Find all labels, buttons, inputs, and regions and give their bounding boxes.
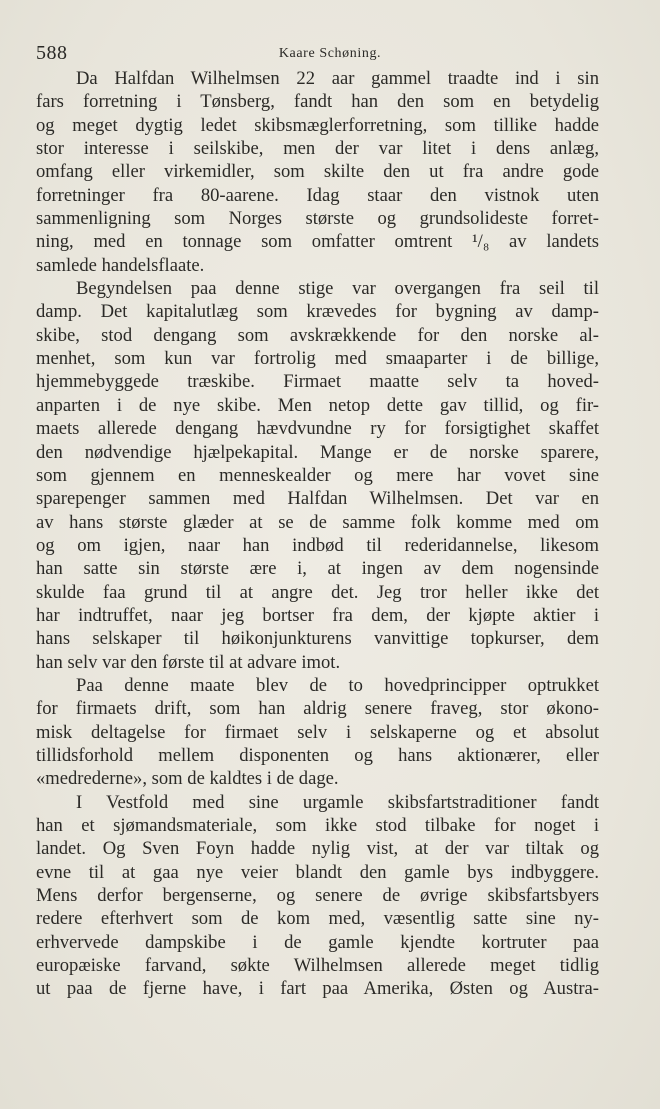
- paragraph: [36, 791, 599, 1001]
- text-line: erhvervede dampskibe i de gamle kjendte kortruter paa: [36, 931, 599, 953]
- text-line: ut paa de fjerne have, i fart paa Amerika, Østen og Austra-: [36, 978, 599, 1000]
- running-head: Kaare Schøning.: [278, 46, 382, 61]
- body-text: [36, 67, 599, 1001]
- text-line: skibe, stod dengang som avskrækkende for den norske al-: [36, 324, 599, 346]
- text-line: som gjennem en menneskealder og mere har vovet sine: [36, 464, 599, 486]
- text-line: hjemmebyggede træskibe. Firmaet maatte selv ta hoved-: [36, 371, 599, 393]
- text-line: menhet, som kun var fortrolig med smaaparter i de billige,: [36, 348, 599, 370]
- text-line: fars forretning i Tønsberg, fandt han den som en betydelig: [36, 91, 599, 113]
- text-line: og om igjen, naar han indbød til rederidannelse, likesom: [36, 534, 599, 556]
- text-line: sammenligning som Norges største og grundsolideste forret-: [36, 208, 599, 230]
- text-line: omfang eller virkemidler, som skilte den ut fra andre gode: [36, 161, 599, 183]
- text-line: han selv var den første til at advare imot.: [36, 651, 341, 673]
- text-line: landet. Og Sven Foyn hadde nylig vist, at der var tiltak og: [36, 838, 599, 860]
- text-line: redere efterhvert som de kom med, væsentlig satte sine ny-: [36, 908, 599, 930]
- text-line: Da Halfdan Wilhelmsen 22 aar gammel traadte ind i sin: [76, 68, 599, 89]
- paragraph: [36, 277, 599, 674]
- text-line: samlede handelsflaate.: [36, 254, 205, 276]
- text-line: europæiske farvand, søkte Wilhelmsen allerede meget tidlig: [36, 955, 599, 977]
- text-line: evne til at gaa nye veier blandt den gamle bys indbyggere.: [36, 861, 599, 883]
- text-line: og meget dygtig ledet skibsmæglerforretning, som tillike hadde: [36, 114, 599, 136]
- text-line: sparepenger sammen med Halfdan Wilhelmsen. Det var en: [36, 488, 599, 510]
- paragraph: [36, 67, 599, 277]
- text-line: damp. Det kapitalutlæg som krævedes for bygning av damp-: [36, 301, 599, 323]
- page-header: [36, 42, 624, 68]
- text-line: skulde faa grund til at angre det. Jeg tror heller ikke det: [36, 581, 599, 603]
- text-line: anparten i de nye skibe. Men netop dette gav tillid, og fir-: [36, 394, 599, 416]
- text-line: av hans største glæder at se de samme folk komme med om: [36, 511, 599, 533]
- text-line: stor interesse i seilskibe, men der var litet i dens anlæg,: [36, 138, 599, 160]
- paragraph: [36, 674, 599, 791]
- text-line: ning, med en tonnage som omfatter omtrent ¹/₈ av landets: [36, 231, 599, 253]
- text-line: han et sjømandsmateriale, som ikke stod tilbake for noget i: [36, 815, 599, 836]
- text-line: misk deltagelse for firmaet selv i selskaperne og et absolut: [36, 721, 599, 743]
- text-line: han satte sin største ære i, at ingen av dem nogensinde: [36, 558, 599, 580]
- text-line: hans selskaper til høikonjunkturens vanvittige topkurser, dem: [36, 628, 599, 650]
- text-line: har indtruffet, naar jeg bortser fra dem, der kjøpte aktier i: [36, 604, 599, 626]
- text-line: Paa denne maate blev de to hovedprincipper optrukket: [76, 674, 599, 696]
- text-line: for firmaets drift, som han aldrig senere fraveg, stor økono-: [36, 698, 599, 720]
- text-line: den nødvendige hjælpekapital. Mange er de norske sparere,: [36, 441, 599, 463]
- text-line: maets allerede dengang hævdvundne ry for forsigtighet skaffet: [36, 418, 599, 440]
- page-number: 588: [36, 42, 68, 64]
- text-line: Mens derfor bergenserne, og senere de øvrige skibsfartsbyers: [36, 885, 599, 907]
- text-line: forretninger fra 80-aarene. Idag staar den vistnok uten: [36, 184, 599, 206]
- text-line: tillidsforhold mellem disponenten og hans aktionærer, eller: [36, 744, 599, 766]
- text-line: I Vestfold med sine urgamle skibsfartstraditioner fandt: [76, 791, 599, 813]
- text-line: Begyndelsen paa denne stige var overgangen fra seil til: [76, 278, 599, 300]
- text-line: «medrederne», som de kaldtes i de dage.: [36, 768, 339, 790]
